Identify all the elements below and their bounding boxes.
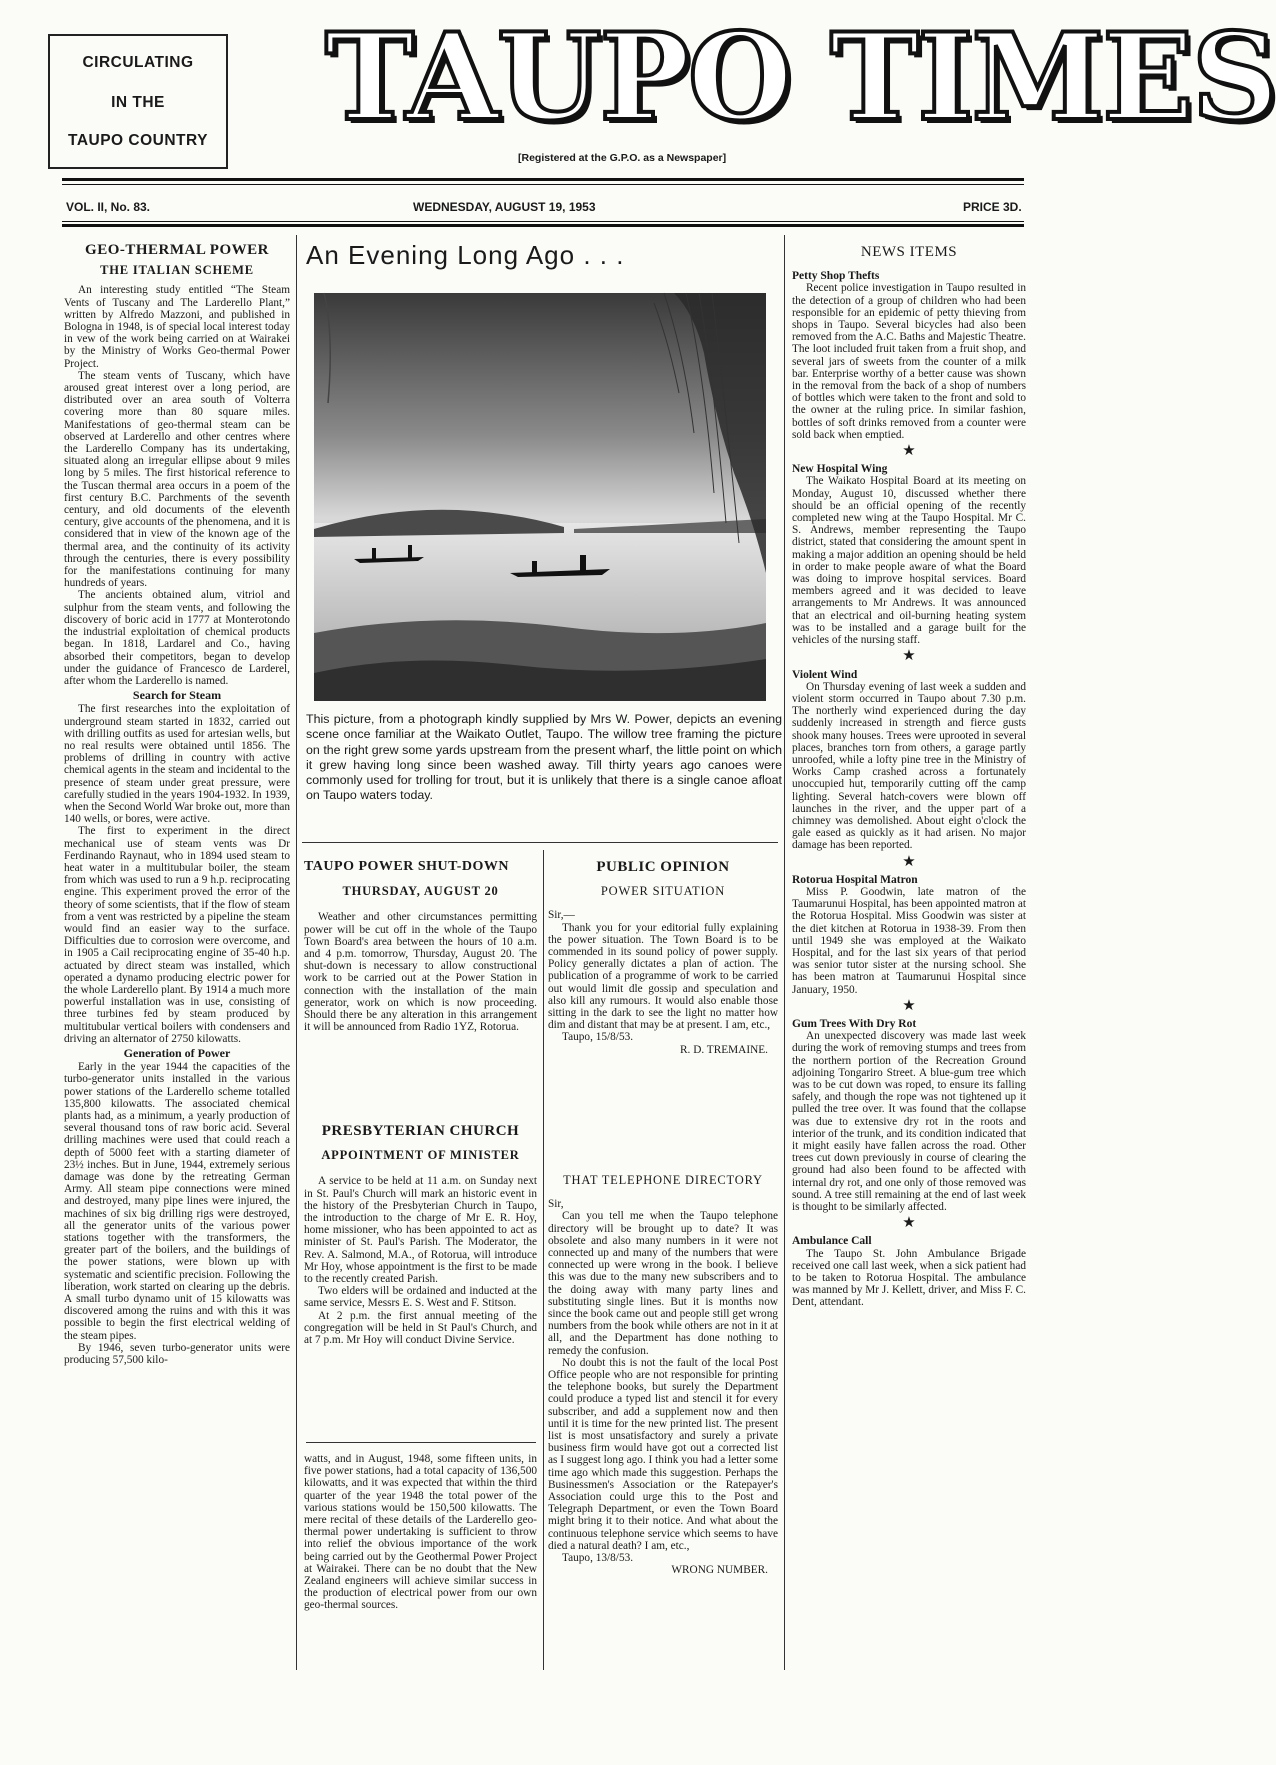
paddler [580, 555, 586, 571]
newspaper-title: TAUPO TIMES [325, 7, 1276, 148]
paragraph: An interesting study entitled “The Steam Vents of Tuscany and The Larderello Plant,” written by Alfredo Mazzoni, and published in Bologna in 1948, is of special local interest today in vew of the work being carried on at Wairakei by the Ministry of Works Geo-thermal Power Project. [64, 284, 290, 370]
paddler [408, 545, 412, 558]
telephone-title: THAT TELEPHONE DIRECTORY [563, 1173, 763, 1187]
paragraph: The ancients obtained alum, vitriol and sulphur from the steam vents, and following the discovery of boric acid in 1777 at Monterotondo the industrial exploitation of chemical products began. In 1818, Lardarel and Co., having absorbed their competitors, began to develop under the guidance of Francesco de Larderel, after whom the Larderello is named. [64, 589, 290, 687]
news-body: On Thursday evening of last week a sudden and violent storm occurred in Taupo about 7.30 p.m. The northerly wind experienced during the day suddenly increased in strength and fierce gusts shook many houses. Trees were uprooted in several places, branches torn from others, a garage partly unroofed, while a lofty pine tree in the Ministry of Works Camp crashed across a fortunately unoccupied hut, temporarily cutting off the camp lighting. Several hatch-covers were blown off launches in the river, and the upper part of a chimney was demolished. About eight o'clock the gale eased as quickly as it had arisen. No major damage has been reported. [792, 680, 1026, 852]
shutdown-subtitle: THURSDAY, AUGUST 20 [342, 884, 499, 899]
paragraph: A service to be held at 11 a.m. on Sunday next in St. Paul's Church will mark an historic event in the history of the Presbyterian Church in Taupo, the introduction to the charge of Mr E. R. Hoy, home missioner, who has been appointed to act as minister of St. Paul's Parish. The Moderator, the Rev. A. Salmond, M.A., of Rotorua, will introduce Mr Hoy, whose appointment is the first to be made to the recently created Parish. [304, 1175, 537, 1286]
paragraph: Early in the year 1944 the capacities of the turbo-generator units installed in the various power stations of the Larderello scheme totalled 135,800 kilowatts. The associated chemical plants had, as a minimum, a yearly production of several thousand tons of raw boric acid. Several drilling machines were used that could reach a depth of 5000 feet with a starting diameter of 23½ inches. But in June, 1944, extremely serious damage was done by the retreating German Army. All steam pipe connections were mined and destroyed, many pipe lines were injured, the machines of six big drilling rigs were destroyed, all the generator units of the various power stations together with the transformers, the greater part of the boilers, and the buildings of the power stations, were blown up with systematic and scientific precision. Following the liberation, work started on clearing up the debris. A small turbo dynamo unit of 15 kilowatts was discovered among the ruins and with this it was possible to begin the first electrical welding of the steam pipes. [64, 1061, 290, 1342]
news-headline: Ambulance Call [792, 1235, 872, 1248]
masthead-rule-top [62, 178, 1024, 181]
section-heading: Generation of Power [123, 1046, 231, 1060]
paragraph: Weather and other circumstances permitting power will be cut off in the whole of the Taupo Town Board's area between the hours of 10 a.m. and 4 p.m. tomorrow, Thursday, August 20. The shut-down is necessary to allow constructional work to be carried out at the Power Station in connection with the installation of the main generator, work on which is now proceeding. Should there be any alteration in this arrangement it will be announced from Radio 1YZ, Rotorua. [304, 911, 537, 1034]
paragraph: By 1946, seven turbo-generator units were producing 57,500 kilo- [64, 1341, 290, 1367]
church-bottom-rule [306, 1442, 536, 1443]
news-title: NEWS ITEMS [860, 244, 958, 260]
paragraph: At 2 p.m. the first annual meeting of the congregation will be held in St Paul's Church, and at 7 p.m. Mr Hoy will conduct Divine Service. [304, 1309, 537, 1347]
geothermal-subtitle: THE ITALIAN SCHEME [100, 263, 254, 278]
column-rule-right [784, 235, 785, 1670]
news-headline: Gum Trees With Dry Rot [792, 1017, 917, 1030]
power-shutdown-article [304, 861, 537, 1033]
masthead-rule-thin [62, 184, 1024, 185]
paragraph: Two elders will be ordained and inducted at the same service, Messrs E. S. West and F. Stitson. [304, 1285, 537, 1310]
star-divider-icon: ★ [902, 853, 916, 870]
geothermal-title: GEO-THERMAL POWER [85, 242, 269, 258]
section-heading: Search for Steam [132, 688, 222, 703]
opinion-subtitle: POWER SITUATION [600, 884, 726, 899]
church-article [304, 1125, 537, 1346]
feature-title: An Evening Long Ago . . . [306, 240, 625, 270]
column-rule-left [296, 235, 297, 1670]
paragraph: The first researches into the exploitation of underground steam started in 1832, carried out with drilling outfits as used for artesian wells, but no real results were obtained until 1856. The problems of drilling in country with active chemical agents in the steam and incidental to the presence of steam under great pressure, were carefully studied in the years 1904-1932. In 1939, when the Second World War broke out, more than 140 wells, or bores, were active. [64, 703, 290, 826]
letter-place: Taupo, 13/8/53. [562, 1552, 634, 1565]
price: PRICE 3D. [963, 200, 1022, 214]
registration-note: [Registered at the G.P.O. as a Newspaper] [518, 152, 727, 164]
paddler [372, 548, 376, 559]
paragraph: The steam vents of Tuscany, which have aroused great interest over a long period, are distributed over an area south of Volterra covering more than 80 square miles. Manifestations of geo-thermal steam can be observed at Larderello and other centres where the Larderello Company has its undertaking, situated along an irregular ellipse about 9 miles long by 5 miles. The first historical reference to the Tuscan thermal area occurs in a poem of the first century B.C. Parchments of the seventh century, and old documents of the eleventh century, give accounts of the phenomena, and it is considered that in view of the known age of the thermal area, and the continuity of its activity through the centuries, there is every possibility for the manifestations continuing for many hundreds of years. [64, 369, 290, 590]
news-headline: Petty Shop Thefts [792, 270, 880, 283]
circulation-line-2: IN THE [111, 94, 165, 111]
news-headline: Rotorua Hospital Matron [792, 873, 918, 886]
salutation: Sir, [548, 1198, 564, 1211]
paragraph: The first to experiment in the direct mechanical use of steam vents was Dr Ferdinando Raynaut, who in 1894 used steam to heat water in a multitubular boiler, the steam from which was used to run a 9 h.p. reciprocating engine. This experiment proved the error of the theory of some scientists, that if the flow of steam from a vent was restricted by a pipeline the steam would find an easier way to the surface. Difficulties due to corrosion were overcome, and in 1905 a Cail reciprocating engine of 35-40 h.p. actuated by direct steam was installed, which operated a dynamo producing electric power for the whole Larderello plant. By 1914 a much more powerful installation was in use, consisting of three turbines fed by steam produced by multitubular vertical boilers with condensers and driving an alternator of 2750 kilowatts. [64, 825, 290, 1045]
star-divider-icon: ★ [902, 1215, 916, 1232]
circulation-box [48, 34, 228, 169]
church-subtitle: APPOINTMENT OF MINISTER [321, 1148, 520, 1163]
star-divider-icon: ★ [902, 443, 916, 460]
public-opinion-letter [548, 861, 778, 1056]
news-items-column [792, 246, 1026, 1309]
issue-date: WEDNESDAY, AUGUST 19, 1953 [413, 200, 596, 214]
volume-number: VOL. II, No. 83. [66, 200, 151, 214]
lake-evening-photo [314, 293, 766, 701]
letter-signature: R. D. TREMAINE. [680, 1043, 768, 1056]
news-headline: Violent Wind [792, 668, 858, 681]
geothermal-continuation [304, 1453, 537, 1612]
news-body: The Waikato Hospital Board at its meeting on Monday, August 10, discussed whether there should be an official opening of the recently completed new wing at the Taupo Hospital. Mr C. S. Andrews, member representing the Taupo district, stated that considering the amount spent in making a major addition an opening should be held in order to make people aware of what the Board was doing to improve hospital services. Board members agreed and it was decided to leave arrangements to Mr Andrews. It was announced that an electrical and oil-burning heating system was to be installed and a garage built for the vehicles of the nursing staff. [792, 475, 1026, 647]
opinion-title: PUBLIC OPINION [596, 859, 730, 875]
circulation-line-3: TAUPO COUNTRY [68, 132, 208, 149]
telephone-directory-letter [548, 1174, 778, 1577]
church-title: PRESBYTERIAN CHURCH [321, 1123, 520, 1139]
circulation-line-1: CIRCULATING [82, 54, 194, 71]
column-rule-middle [543, 850, 544, 1670]
letter-place: Taupo, 15/8/53. [562, 1031, 634, 1044]
paragraph: watts, and in August, 1948, some fifteen units, in five power stations, had a total capacity of 136,500 kilowatts, and it was expected that within the third quarter of the year 1948 the total power of the various stations would be 150,500 kilowatts. The mere recital of these details of the Larderello geo-thermal power undertaking is sufficient to throw into relief the obvious importance of the work being carried out by the Geothermal Power Project at Wairakei. There can be no doubt that the New Zealand engineers will achieve similar success in the production of electrical power from our own geo-thermal sources. [304, 1453, 537, 1612]
news-body: Miss P. Goodwin, late matron of the Taumarunui Hospital, has been appointed matron at the Rotorua Hospital. Miss Goodwin was sister at the diet kitchen at Rotorua in 1938-39. From then until 1949 she was employed at the Waikato Hospital, and for the last six years of that period was senior tutor sister at the nursing school. She has been matron at Taumarunui Hospital since January, 1950. [792, 885, 1026, 996]
salutation: Sir,— [548, 909, 575, 922]
letter-signature: WRONG NUMBER. [671, 1564, 768, 1577]
paragraph: Thank you for your editorial fully explaining the power situation. The Town Board is to be commended in its sound policy of power supply. Policy generally dictates a plan of action. The publication of a programme of work to be carried out would limit dle gossip and speculation and also kill any rumours. It would also enable those sitting in the dark to see the light no matter how dim and distant that may be at present. I am, etc., [548, 921, 778, 1032]
news-body: Recent police investigation in Taupo resulted in the detection of a group of children who had been responsible for an epidemic of petty thieving from shops in Taupo. Several bicycles had also been removed from the A.C. Baths and Majestic Theatre. The loot included fruit taken from a fruit shop, and several jars of sweets from the counter of a milk bar. Enterprise worthy of a better cause was shown in the removal from the back of a shop of numbers of bottles which were taken to the front and sold to the owner at the ruling price. In similar fashion, bottles of soft drinks removed from a counter were sold back when emptied. [792, 282, 1026, 441]
star-divider-icon: ★ [902, 648, 916, 665]
news-body: The Taupo St. John Ambulance Brigade received one call last week, when a sick patient had to be taken to Rotorua Hospital. The ambulance was manned by Mr J. Kellett, driver, and Miss F. C. Dent, attendant. [792, 1247, 1026, 1309]
paragraph: Can you tell me when the Taupo telephone directory will be brought up to date? It was obsolete and also many numbers in it were not connected up and many of the numbers that were connected up were wrong in the book. I believe this was due to the many new subscribers and to the doing away with many party lines and substituting single lines. But it is months now since the book came out and people still get wrong numbers from the book while others are not in it at all, and the Department has done nothing to remedy the confusion. [548, 1210, 778, 1357]
geothermal-article [64, 244, 290, 1669]
dateline-rule-thin [62, 221, 1024, 222]
news-body: An unexpected discovery was made last week during the work of removing stumps and trees from the northern portion of the Recreation Ground adjoining Tongariro Street. A blue-gum tree which was to be cut down was roped, to ensure its falling safely, and though the rope was not tightened up it pulled the tree over. It was found that the collapse was due to extensive dry rot in the roots and interior of the trunk, and its condition indicated that it might easily have fallen across the road. Other trees cut down previously in course of clearing the ground had also been found to be affected with internal dry rot, and one only of those removed was sound. A tree still remaining at the end of last week is thought to be similarly affected. [792, 1030, 1026, 1214]
news-headline: New Hospital Wing [792, 463, 888, 476]
dateline-rule-thick [62, 224, 1024, 227]
paragraph: No doubt this is not the fault of the local Post Office people who are not responsible for printing the telephone books, but surely the Department could produce a typed list and stencil it for every subscriber, and add a supplement now and then until it is time for the new printed list. The present list is most unsatisfactory and surely a private business firm would have got out a corrected list as I suggest long ago. I think you had a letter some time ago which made this suggestion. Perhaps the Businessmen's Association or the Ratepayer's Association could urge this to the Post and Telegraph Department, or even the Town Board might bring it to their notice. And what about the continuous telephone service which seems to have died a natural death? I am, etc., [548, 1356, 778, 1552]
photo-caption: This picture, from a photograph kindly supplied by Mrs W. Power, depicts an evening scene once familiar at the Waikato Outlet, Taupo. The willow tree framing the picture on the right grew some yards upstream from the present wharf, the little point on which it grew having long since been washed away. Till thirty years ago canoes were commonly used for trolling for trout, but it is unlikely that there is a single canoe afloat on Taupo waters today. [306, 712, 782, 803]
star-divider-icon: ★ [902, 997, 916, 1014]
shutdown-title: TAUPO POWER SHUT-DOWN [304, 859, 509, 874]
paddler [532, 561, 537, 574]
feature-bottom-rule [302, 842, 778, 843]
